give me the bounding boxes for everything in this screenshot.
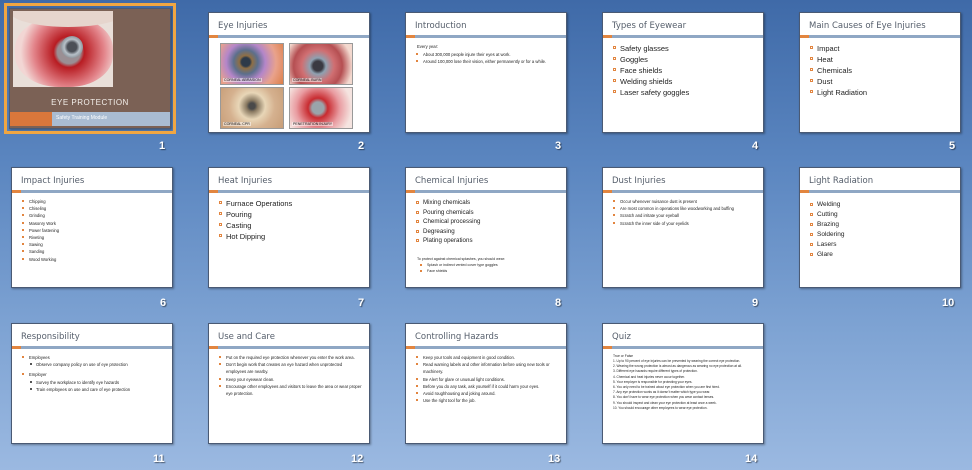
slide-title: Eye Injuries — [218, 21, 268, 31]
slide-9-preview[interactable] — [602, 167, 764, 288]
bullet-list: Welding Cutting Brazing Soldering Lasers Glare — [810, 200, 954, 260]
subtitle-band — [10, 112, 170, 126]
slide-title: Heat Injuries — [218, 176, 273, 186]
slide-thumbnail-7[interactable] — [208, 167, 370, 289]
slide-14-preview[interactable]: Quiz True or False 1. Up to 90 percent of eye injuries can be prevented by wearing the correct eye protection. 2. Wearing the wrong protection is almost as dangerous as wearing no eye protection at all. 3. Different eye hazards require different types of protection. 4. Chemical and heat injuries never occur together. 5. Your employer is responsible for protecting your eyes. 6. You only need to be trained about eye protection when you are first hired. 7. Any eye protection works as it doesn't matter which type you wear. 8. You don't have to wear eye protection when you wear contact lenses. 9. You should inspect and clean your eye protection at least once a week. 10. You should encourage other employees to wear eye protection. — [602, 323, 764, 444]
slide-4-preview[interactable] — [602, 12, 764, 133]
slide-1-preview[interactable] — [9, 8, 171, 129]
slide-title: EYE PROTECTION — [51, 98, 129, 107]
slide-subtitle: Safety Training Module — [56, 115, 108, 121]
slide-thumbnail-5[interactable] — [799, 12, 961, 134]
slide-title: Chemical Injuries — [415, 176, 489, 186]
slide-thumbnail-9[interactable] — [602, 167, 764, 289]
slide-number: 13 — [548, 453, 561, 465]
slide-number: 7 — [358, 297, 365, 309]
slide-thumbnail-13[interactable] — [405, 323, 567, 445]
slide-number: 3 — [555, 140, 562, 152]
slide-2-preview[interactable] — [208, 12, 370, 133]
slide-10-preview[interactable] — [799, 167, 961, 288]
slide-number: 12 — [351, 453, 364, 465]
slide-thumbnail-10[interactable] — [799, 167, 961, 289]
slide-title: Introduction — [415, 21, 467, 31]
slide-title: Dust Injuries — [612, 176, 666, 186]
slide-thumbnail-12[interactable] — [208, 323, 370, 445]
slide-8-preview[interactable]: Chemical Injuries Mixing chemicals Pouring chemicals Chemical processing Degreasing Plating operations To protect against chemical splashes, you should wear: Splash or indirect vented cover type goggles Face shields — [405, 167, 567, 288]
bullet-list: Keep your tools and equipment in good condition. Read warning labels and other information before using new tools or machinery. Be Alert for glare or unusual light conditions. Before you do any task, ask yourself if it could harm your eyes. Avoid roughhousing and joking around. Use the right tool for the job. — [416, 354, 560, 404]
slide-5-preview[interactable] — [799, 12, 961, 133]
slide-number: 5 — [949, 140, 956, 152]
slide-title: Use and Care — [218, 332, 275, 342]
injured-eye-image — [13, 11, 113, 87]
slide-13-preview[interactable] — [405, 323, 567, 444]
slide-number: 2 — [358, 140, 365, 152]
slide-thumbnail-1[interactable] — [9, 8, 171, 130]
bullet-list: Put on the required eye protection whenever you enter the work area. Don't begin work that creates an eye hazard when unprotected employees are nearby. Keep your eyewear clean. Encourage other employees and visitors to leave the area or wear proper eye protection. — [219, 354, 363, 397]
slide-number: 8 — [555, 297, 562, 309]
corneal-abrasion-photo: CORNEAL ABRASION — [220, 43, 284, 85]
penetration-injury-photo: PENETRATION INJURY — [289, 87, 353, 129]
slide-thumbnail-11[interactable] — [11, 323, 173, 445]
slide-number: 1 — [159, 140, 166, 152]
slide-thumbnail-6[interactable] — [11, 167, 173, 289]
slide-thumbnail-8[interactable] — [405, 167, 567, 289]
slide-thumbnail-4[interactable] — [602, 12, 764, 134]
slide-thumbnail-14[interactable] — [602, 323, 764, 445]
bullet-list: Occur whenever nuisance dust is present Are most common in operations like woodworking and buffing Scratch and irritate your eyeball Scratch the inner side of your eyelids — [613, 198, 757, 227]
slide-6-preview[interactable] — [11, 167, 173, 288]
slide-thumbnail-3[interactable] — [405, 12, 567, 134]
corneal-cpr-photo: CORNEAL CPR — [220, 87, 284, 129]
slide-title: Responsibility — [21, 332, 80, 342]
slide-title: Impact Injuries — [21, 176, 85, 186]
slide-title: Quiz — [612, 332, 631, 342]
slide-11-preview[interactable] — [11, 323, 173, 444]
bullet-list: Impact Heat Chemicals Dust Light Radiation — [810, 43, 954, 98]
slide-number: 11 — [153, 453, 165, 465]
slide-number: 10 — [942, 297, 955, 309]
bullet-list: Safety glasses Goggles Face shields Welding shields Laser safety goggles — [613, 43, 757, 98]
slide-7-preview[interactable] — [208, 167, 370, 288]
slide-title: Light Radiation — [809, 176, 874, 186]
corneal-burn-photo: CORNEAL BURN — [289, 43, 353, 85]
bullet-list: About 300,000 people injure their eyes at work. Around 100,000 lose their vision, either permanently or for a while. — [416, 51, 560, 65]
bullet-list: Furnace Operations Pouring Casting Hot Dipping — [219, 198, 363, 242]
slide-number: 4 — [752, 140, 759, 152]
slide-12-preview[interactable] — [208, 323, 370, 444]
slide-title: Types of Eyewear — [612, 21, 687, 31]
slide-title: Main Causes of Eye Injuries — [809, 21, 926, 31]
bullet-list: Mixing chemicals Pouring chemicals Chemical processing Degreasing Plating operations — [416, 198, 560, 246]
slide-number: 6 — [160, 297, 167, 309]
slide-thumbnail-2[interactable] — [208, 12, 370, 134]
slide-3-preview[interactable]: Introduction Every year: About 300,000 people injure their eyes at work. Around 100,000 lose their vision, either permanently or for a while. — [405, 12, 567, 133]
slide-title: Controlling Hazards — [415, 332, 499, 342]
quiz-questions: 1. Up to 90 percent of eye injuries can be prevented by wearing the correct eye protection. 2. Wearing the wrong protection is almost as dangerous as wearing no eye protection at all. 3. Different eye hazards require different types of protection. 4. Chemical and heat injuries never occur together. 5. Your employer is responsible for protecting your eyes. 6. You only need to be trained about eye protection when you are first hired. 7. Any eye protection works as it doesn't matter which type you wear. 8. You don't have to wear eye protection when you wear contact lenses. 9. You should inspect and clean your eye protection at least once a week. 10. You should encourage other employees to wear eye protection. — [613, 359, 742, 410]
bullet-list: Employees Observe company policy on use of eye protection Employer Survey the workplace to identify eye hazards Train employees on use and care of eye protection — [22, 354, 166, 393]
slide-number: 9 — [752, 297, 759, 309]
bullet-list: Chipping Chiseling Grinding Masonry Work Power fastening Riveting Sawing Sanding Wood Working — [22, 198, 166, 263]
slide-number: 14 — [745, 453, 758, 465]
